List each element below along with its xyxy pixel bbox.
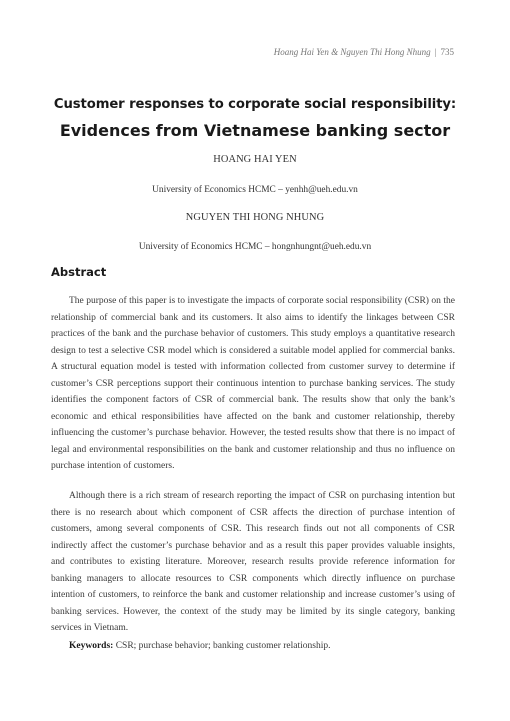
paper-title-line-2: Evidences from Vietnamese banking sector [59,121,451,140]
paper-title-line-1: Customer responses to corporate social responsibility: [53,97,457,112]
running-head [40,47,454,58]
keywords-line [69,640,459,653]
author-affiliation-1: University of Economics HCMC – yenhh@ueh.edu.vn [152,185,358,195]
abstract-paragraph-2-text: Although there is a rich stream of research reporting the impact of CSR on purchasing intention but there is no research about which component of CSR affects the direction of purchase intention of customers, among several components of CSR. This research finds out not all components of CSR indirectly affect the customer’s purchase behavior and as a result this paper provides valuable insights, and contributes to existing literature. Moreover, research results provide reference information for banking managers to allocate resources to CSR components which directly influence on purchase intention of customers, to reinforce the bank and customer relationship and increase customer’s using of banking services. However, the context of the study may be limited by its single category, banking services in Vietnam. [51,491,455,633]
abstract-heading: Abstract [51,265,107,279]
running-head-authors: Hoang Hai Yen & Nguyen Thi Hong Nhung [273,47,431,57]
keywords-text: CSR; purchase behavior; banking customer relationship. [115,641,331,651]
author-affiliation-2: University of Economics HCMC – hongnhungnt@ueh.edu.vn [138,242,372,252]
abstract-paragraph-1-text: The purpose of this paper is to investigate the impacts of corporate social responsibility (CSR) on the relationship of commercial bank and its customers. It also aims to identify the linkages between CSR practices of the bank and the purchase behavior of customers. This study employs a quantitative research design to test a selective CSR model which is considered a suitable model applied for commercial banks. A structural equation model is tested with information collected from customer survey to determine if customer’s CSR perceptions support their continuous intention to purchase banking services. The study identifies the component factors of CSR of commercial bank. The results show that only the bank’s economic and ethical responsibilities have affected on the bank and customer relationship, thereby influencing the customer’s purchase behavior. However, the tested results show that there is no impact of legal and environmental responsibilities on the bank and customer relationship and thus no influence on purchase intention of customers. [51,296,455,471]
keywords-label: Keywords: [69,641,114,651]
page-number: 735 [440,47,454,57]
author-name-1: HOANG HAI YEN [213,154,297,165]
abstract-paragraph-1 [51,293,455,475]
running-head-separator: | [434,47,437,57]
author-name-2: NGUYEN THI HONG NHUNG [185,212,325,223]
abstract-paragraph-2 [51,488,455,637]
